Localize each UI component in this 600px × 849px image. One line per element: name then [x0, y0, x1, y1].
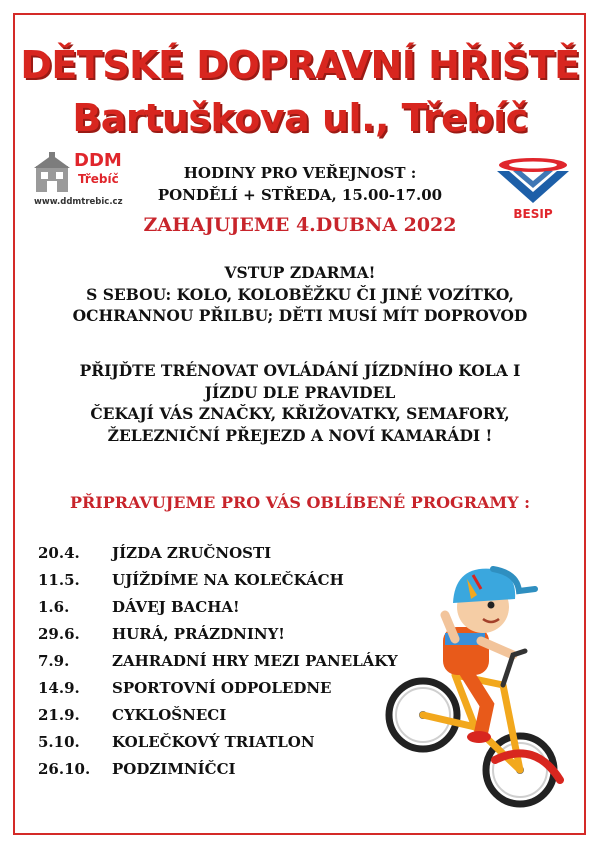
programs-heading: PŘIPRAVUJEME PRO VÁS OBLÍBENÉ PROGRAMY : [69, 493, 531, 512]
invitation [30, 360, 570, 446]
program-date: 21.9. [38, 706, 80, 724]
program-name: ZAHRADNÍ HRY MEZI PANELÁKY [112, 652, 398, 670]
program-name: DÁVEJ BACHA! [112, 598, 240, 616]
program-name: UJÍŽDÍME NA KOLEČKÁCH [112, 571, 344, 589]
program-name: JÍZDA ZRUČNOSTI [112, 544, 272, 562]
program-name: PODZIMNÍČCI [112, 760, 236, 778]
besip-emblem-icon [493, 155, 573, 207]
program-name: CYKLOŠNECI [112, 706, 227, 724]
poster-title: DĚTSKÉ DOPRAVNÍ HŘIŠTĚ [20, 43, 580, 87]
ddm-logo [30, 150, 130, 212]
child-on-bicycle-illustration [385, 555, 585, 810]
program-date: 1.6. [38, 598, 70, 616]
program-date: 14.9. [38, 679, 80, 697]
entry-info [30, 262, 570, 327]
info-line-3: OCHRANNOU PŘILBU; DĚTI MUSÍ MÍT DOPROVOD [72, 306, 528, 325]
program-date: 20.4. [38, 544, 80, 562]
poster-subtitle: Bartuškova ul., Třebíč [72, 96, 528, 140]
hours-line-2: PONDĚLÍ + STŘEDA, 15.00-17.00 [157, 186, 443, 204]
ddm-logo-town: Třebíč [78, 172, 119, 186]
house-icon [32, 152, 72, 194]
invite-line-1: PŘIJĎTE TRÉNOVAT OVLÁDÁNÍ JÍZDNÍHO KOLA I [79, 361, 521, 380]
ddm-logo-url: www.ddmtrebic.cz [34, 197, 123, 207]
info-line-1: VSTUP ZDARMA! [224, 263, 376, 282]
besip-logo-label: BESIP [513, 207, 553, 221]
opening-date: ZAHAJUJEME 4.DUBNA 2022 [143, 214, 457, 236]
program-name: KOLEČKOVÝ TRIATLON [112, 733, 315, 751]
invite-line-2: JÍZDU DLE PRAVIDEL [204, 382, 396, 402]
public-hours [130, 162, 470, 206]
invite-line-3: ČEKAJÍ VÁS ZNAČKY, KŘIŽOVATKY, SEMAFORY, [90, 404, 510, 423]
invite-line-4: ŽELEZNIČNÍ PŘEJEZD A NOVÍ KAMARÁDI ! [107, 425, 493, 445]
ddm-logo-name: DDM [74, 150, 122, 171]
info-line-2: S SEBOU: KOLO, KOLOBĚŽKU ČI JINÉ VOZÍTKO, [86, 284, 514, 304]
program-date: 7.9. [38, 652, 70, 670]
hours-line-1: HODINY PRO VEŘEJNOST : [183, 164, 417, 182]
program-date: 11.5. [38, 571, 80, 589]
program-date: 26.10. [38, 760, 91, 778]
program-date: 5.10. [38, 733, 80, 751]
program-name: HURÁ, PRÁZDNINY! [112, 625, 285, 643]
program-name: SPORTOVNÍ ODPOLEDNE [112, 679, 332, 697]
program-date: 29.6. [38, 625, 80, 643]
